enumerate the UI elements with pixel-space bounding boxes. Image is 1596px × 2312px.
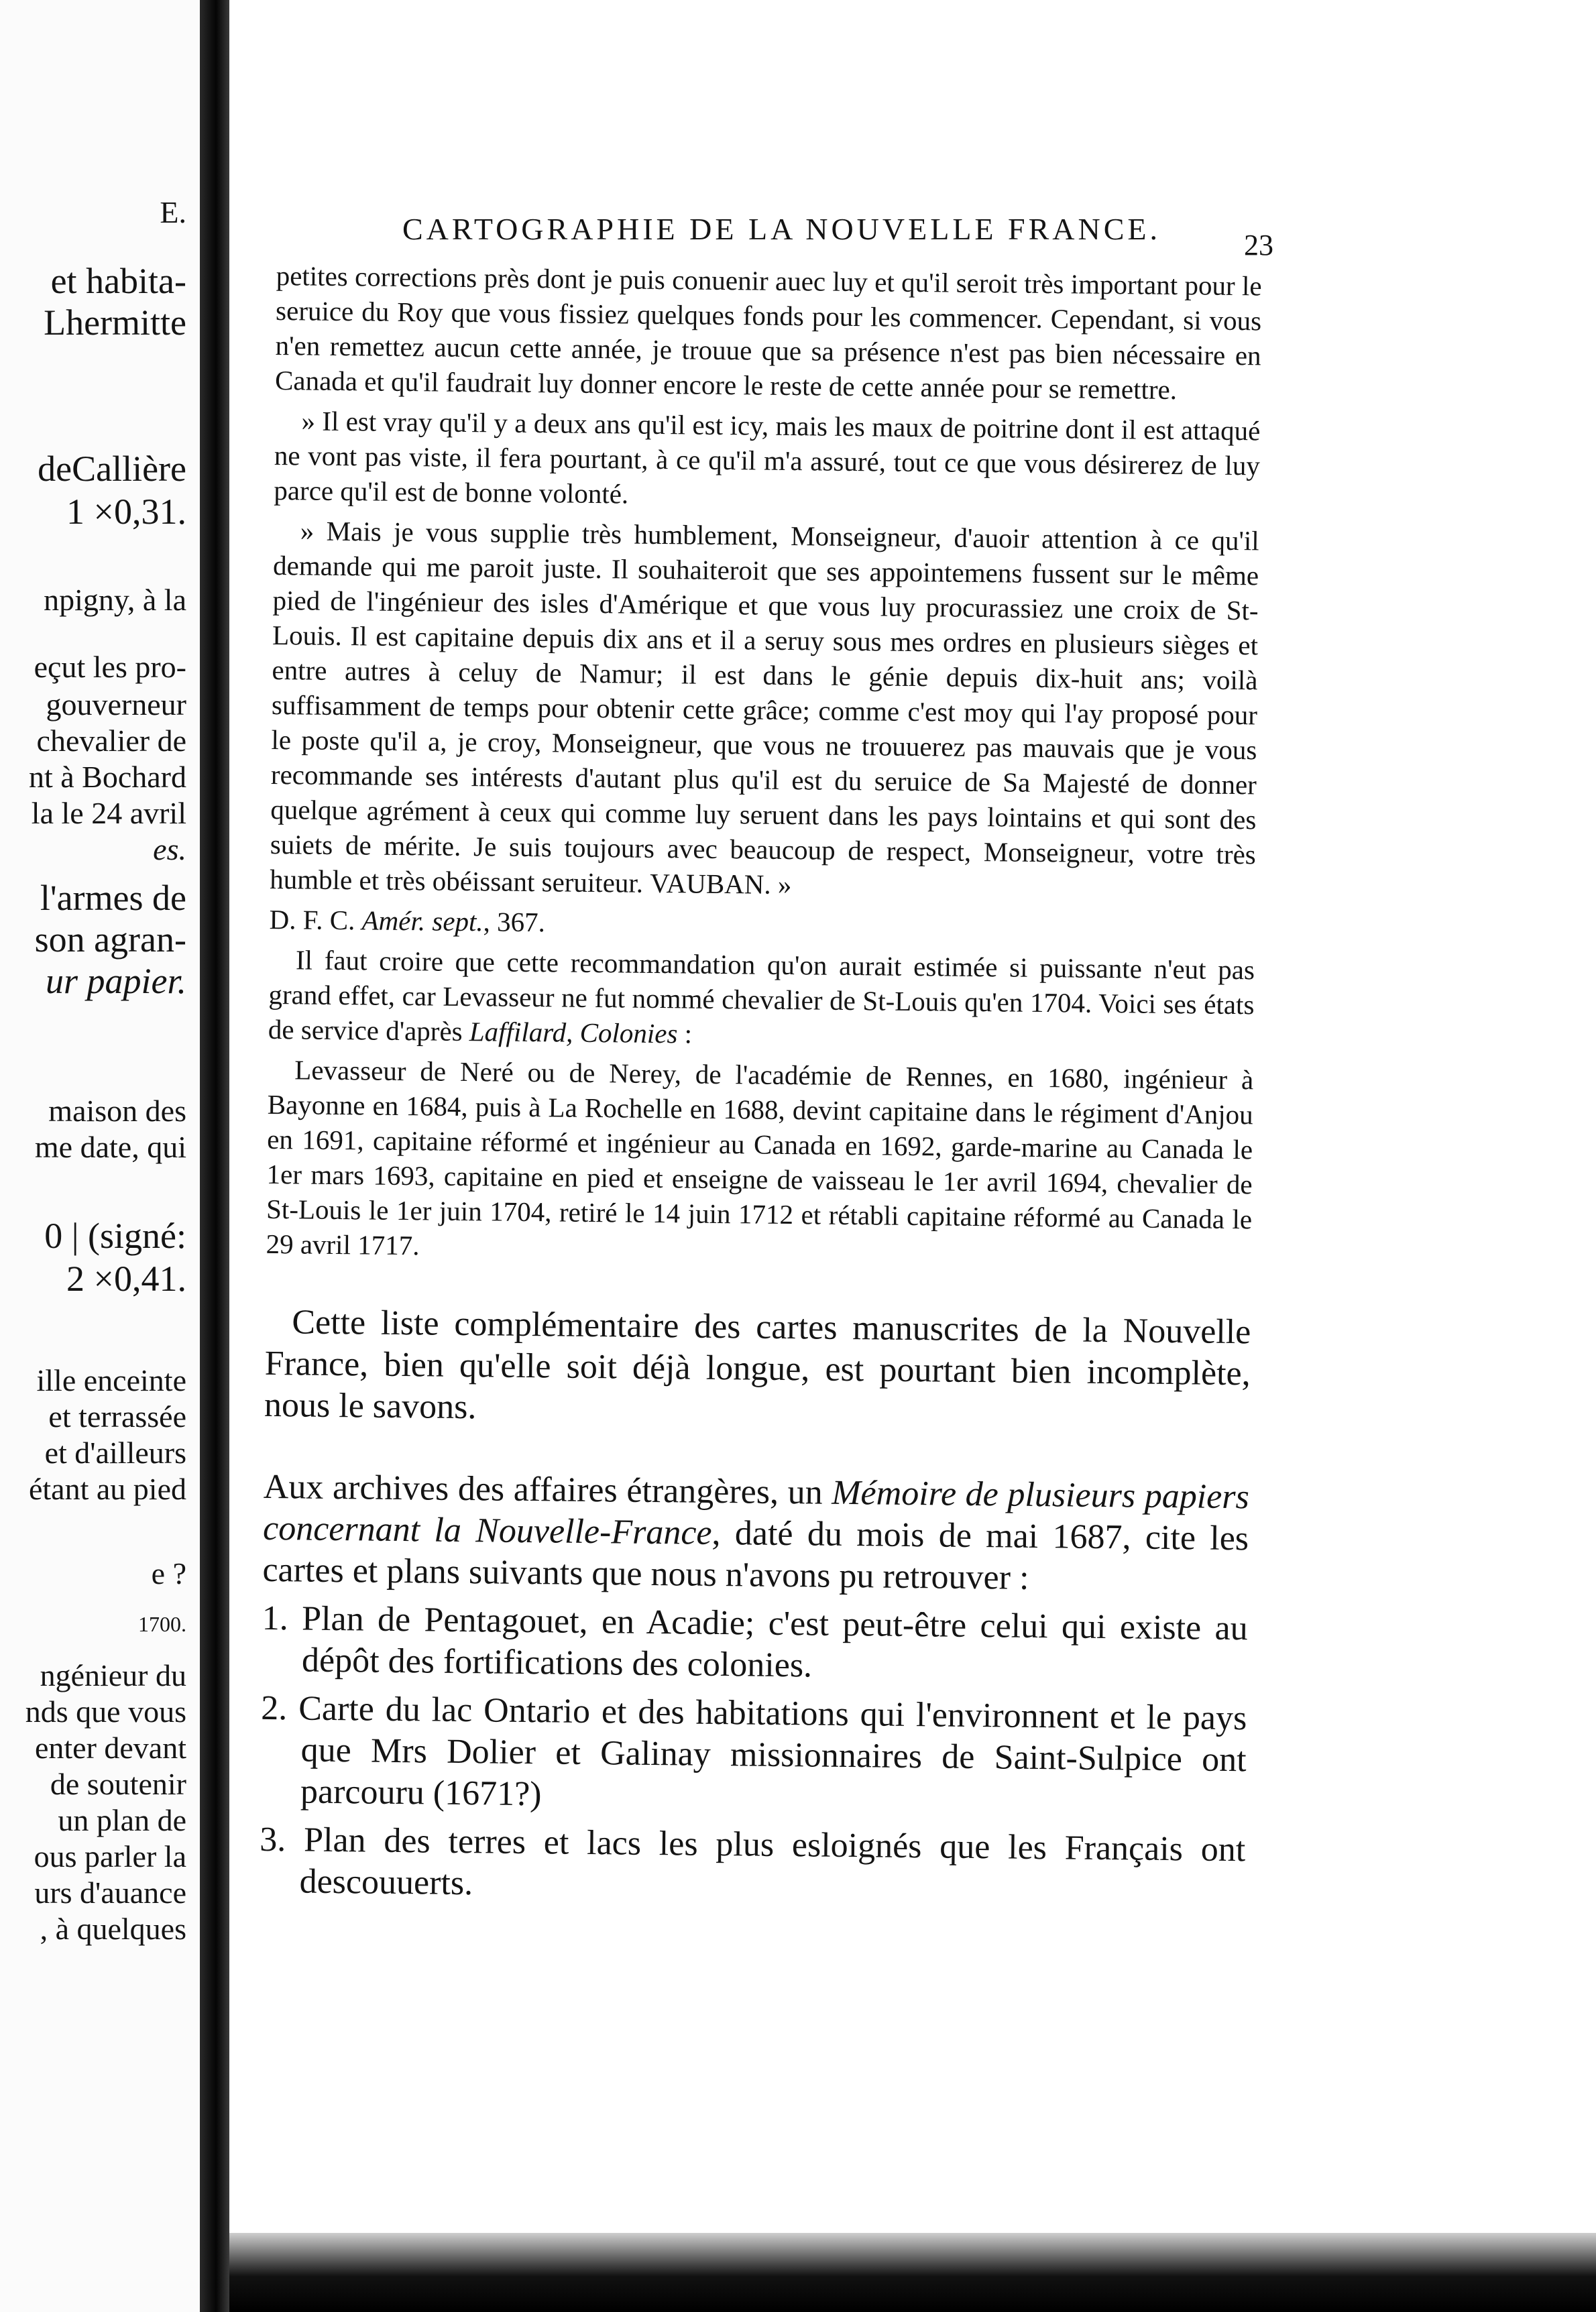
left-page-line: 1700. xyxy=(138,1612,186,1636)
signature: VAUBAN. » xyxy=(650,867,792,901)
left-page-line: 2 ×0,41. xyxy=(66,1259,186,1299)
left-page-line: et terrassée xyxy=(48,1399,186,1434)
page-body xyxy=(259,258,1262,1912)
letter-paragraph: » Il est vray qu'il y a deux ans qu'il est icy, mais les maux de poitrine dont il est attaqué ne vont pas viste, il fera pourtant, à ce qu'il m'a assuré, tout ce que vous désirerez de luy parce qu'il est de bonne volonté. xyxy=(274,405,1261,510)
left-page-line: de soutenir xyxy=(50,1767,186,1801)
left-page-line: , à quelques xyxy=(40,1912,186,1946)
page-number: 23 xyxy=(1244,229,1273,262)
book-gutter xyxy=(200,0,229,2312)
source-citation: D. F. C. Amér. sept., 367. xyxy=(269,903,546,938)
left-page-line: et habita- xyxy=(50,261,186,301)
left-page-line: es. xyxy=(153,832,186,866)
left-page-line: chevalier de xyxy=(36,724,186,758)
left-page-line: la le 24 avril xyxy=(31,796,186,830)
left-page-line: ille enceinte xyxy=(36,1363,186,1397)
page-bottom-edge xyxy=(229,2233,1596,2312)
left-page-line: nds que vous xyxy=(25,1694,186,1729)
left-page-line: étant au pied xyxy=(28,1472,186,1506)
left-page-line: 1 ×0,31. xyxy=(66,492,186,532)
left-page-line: l'armes de xyxy=(40,878,186,918)
left-page-line: 0 | (signé: xyxy=(44,1216,186,1256)
left-page-line: et d'ailleurs xyxy=(44,1436,186,1470)
left-page-line: un plan de xyxy=(58,1803,186,1837)
left-page-line: ur papier. xyxy=(45,961,186,1001)
left-page-line: urs d'auance xyxy=(34,1875,186,1910)
left-page-line: deCallière xyxy=(38,449,186,489)
archives-paragraph: Aux archives des affaires étrangères, un Mémoire de plusieurs papiers concernant la Nouvelle-France, daté du mois de mai 1687, cite les cartes et plans suivants que nous n'avons pu retrouver : xyxy=(262,1467,1250,1597)
levasseur-record: Levasseur de Neré ou de Nerey, de l'académie de Rennes, en 1680, ingénieur à Bayonne en 1684, puis à La Rochelle en 1688, devint capitaine dans le régiment d'Anjou en 1691, capitaine réformé et ingénieur au Canada en 1692, garde-marine au Canada le 1er mars 1693, capitaine en pied et enseigne de vaisseau le 1er avril 1694, chevalier de St-Louis le 1er juin 1704, retiré le 14 juin 1712 et rétabli capitaine réformé au Canada le 29 avril 1717. xyxy=(266,1054,1254,1261)
list-item: 3. Plan des terres et lacs les plus esloignés que les Français ont descouuerts. xyxy=(260,1820,1246,1903)
letter-text: » Mais je vous supplie très humblement, Monseigneur, d'auoir attention à ce qu'il demande qui me paroit juste. Il souhaiteroit que ses appointemens fussent sur le même pied de l'ingénieur des isles d'Amérique et que vous luy procurassiez une croix de St-Louis. Il est capitaine depuis dix ans et il a seruy sous mes ordres en plusieurs sièges et entre autres à celuy de Namur; il est dans le génie depuis dix-huit ans; voilà suffisamment de temps pour obtenir cette grâce; comme c'est moy qui l'ay proposé pour le poste qu'il a, je croy, Monseigneur, que vous ne trouuerez pas mauvais que je vous recommande ses intérests d'autant plus qu'il est du seruice de Sa Majesté de donner quelque agrément à ceux qui comme luy seruent dans les pays lointains et qui sont des suiets de mérite. Je suis toujours avec beaucoup de respect, Monseigneur, votre très humble et très obéissant seruiteur. xyxy=(270,515,1259,899)
left-page-line: son agran- xyxy=(34,919,186,960)
left-page-fragment xyxy=(0,0,201,2312)
list-item: 2. Carte du lac Ontario et des habitations qui l'environnent et le pays que Mrs Dolier et Galinay missionnaires de Saint-Sulpice ont parcouru (1671?) xyxy=(261,1688,1247,1814)
recommendation-paragraph: Il faut croire que cette recommandation qu'on aurait estimée si puissante n'eut pas grand effet, car Levasseur ne fut nommé chevalier de St-Louis qu'en 1704. Voici ses états de service d'après Laffilard, Colonies : xyxy=(268,944,1255,1049)
running-header: CARTOGRAPHIE DE LA NOUVELLE FRANCE. xyxy=(402,212,1161,246)
list-paragraph: Cette liste complémentaire des cartes manuscrites de la Nouvelle France, bien qu'elle soit déjà longue, est pourtant bien incomplète, nous le savons. xyxy=(264,1303,1251,1427)
letter-paragraph xyxy=(270,513,1259,907)
left-page-line: ngénieur du xyxy=(40,1658,186,1692)
left-page-line: gouverneur xyxy=(46,687,186,721)
left-page-line: nt à Bochard xyxy=(28,760,186,794)
left-page-line: E. xyxy=(160,195,186,229)
left-page-line: maison des xyxy=(48,1094,186,1128)
left-page-line: me date, qui xyxy=(34,1130,186,1164)
letter-paragraph: petites corrections près dont je puis conuenir auec luy et qu'il seroit très important pour le seruice du Roy que vous fissiez quelques fonds pour les commencer. Cependant, si vous n'en remettez aucun cette année, je trouue que sa présence n'est pas bien nécessaire en Canada et qu'il faudrait luy donner encore le reste de cette année pour se remettre. xyxy=(274,259,1262,406)
left-page-line: e ? xyxy=(151,1556,186,1591)
left-page-line: Lhermitte xyxy=(44,302,186,343)
left-page-line: eçut les pro- xyxy=(34,650,186,684)
left-page-line: enter devant xyxy=(34,1731,186,1765)
left-page-line: npigny, à la xyxy=(44,583,186,617)
left-page-line: ous parler la xyxy=(34,1839,186,1873)
list-item: 1. Plan de Pentagouet, en Acadie; c'est peut-être celui qui existe au dépôt des fortifications des colonies. xyxy=(262,1599,1248,1685)
